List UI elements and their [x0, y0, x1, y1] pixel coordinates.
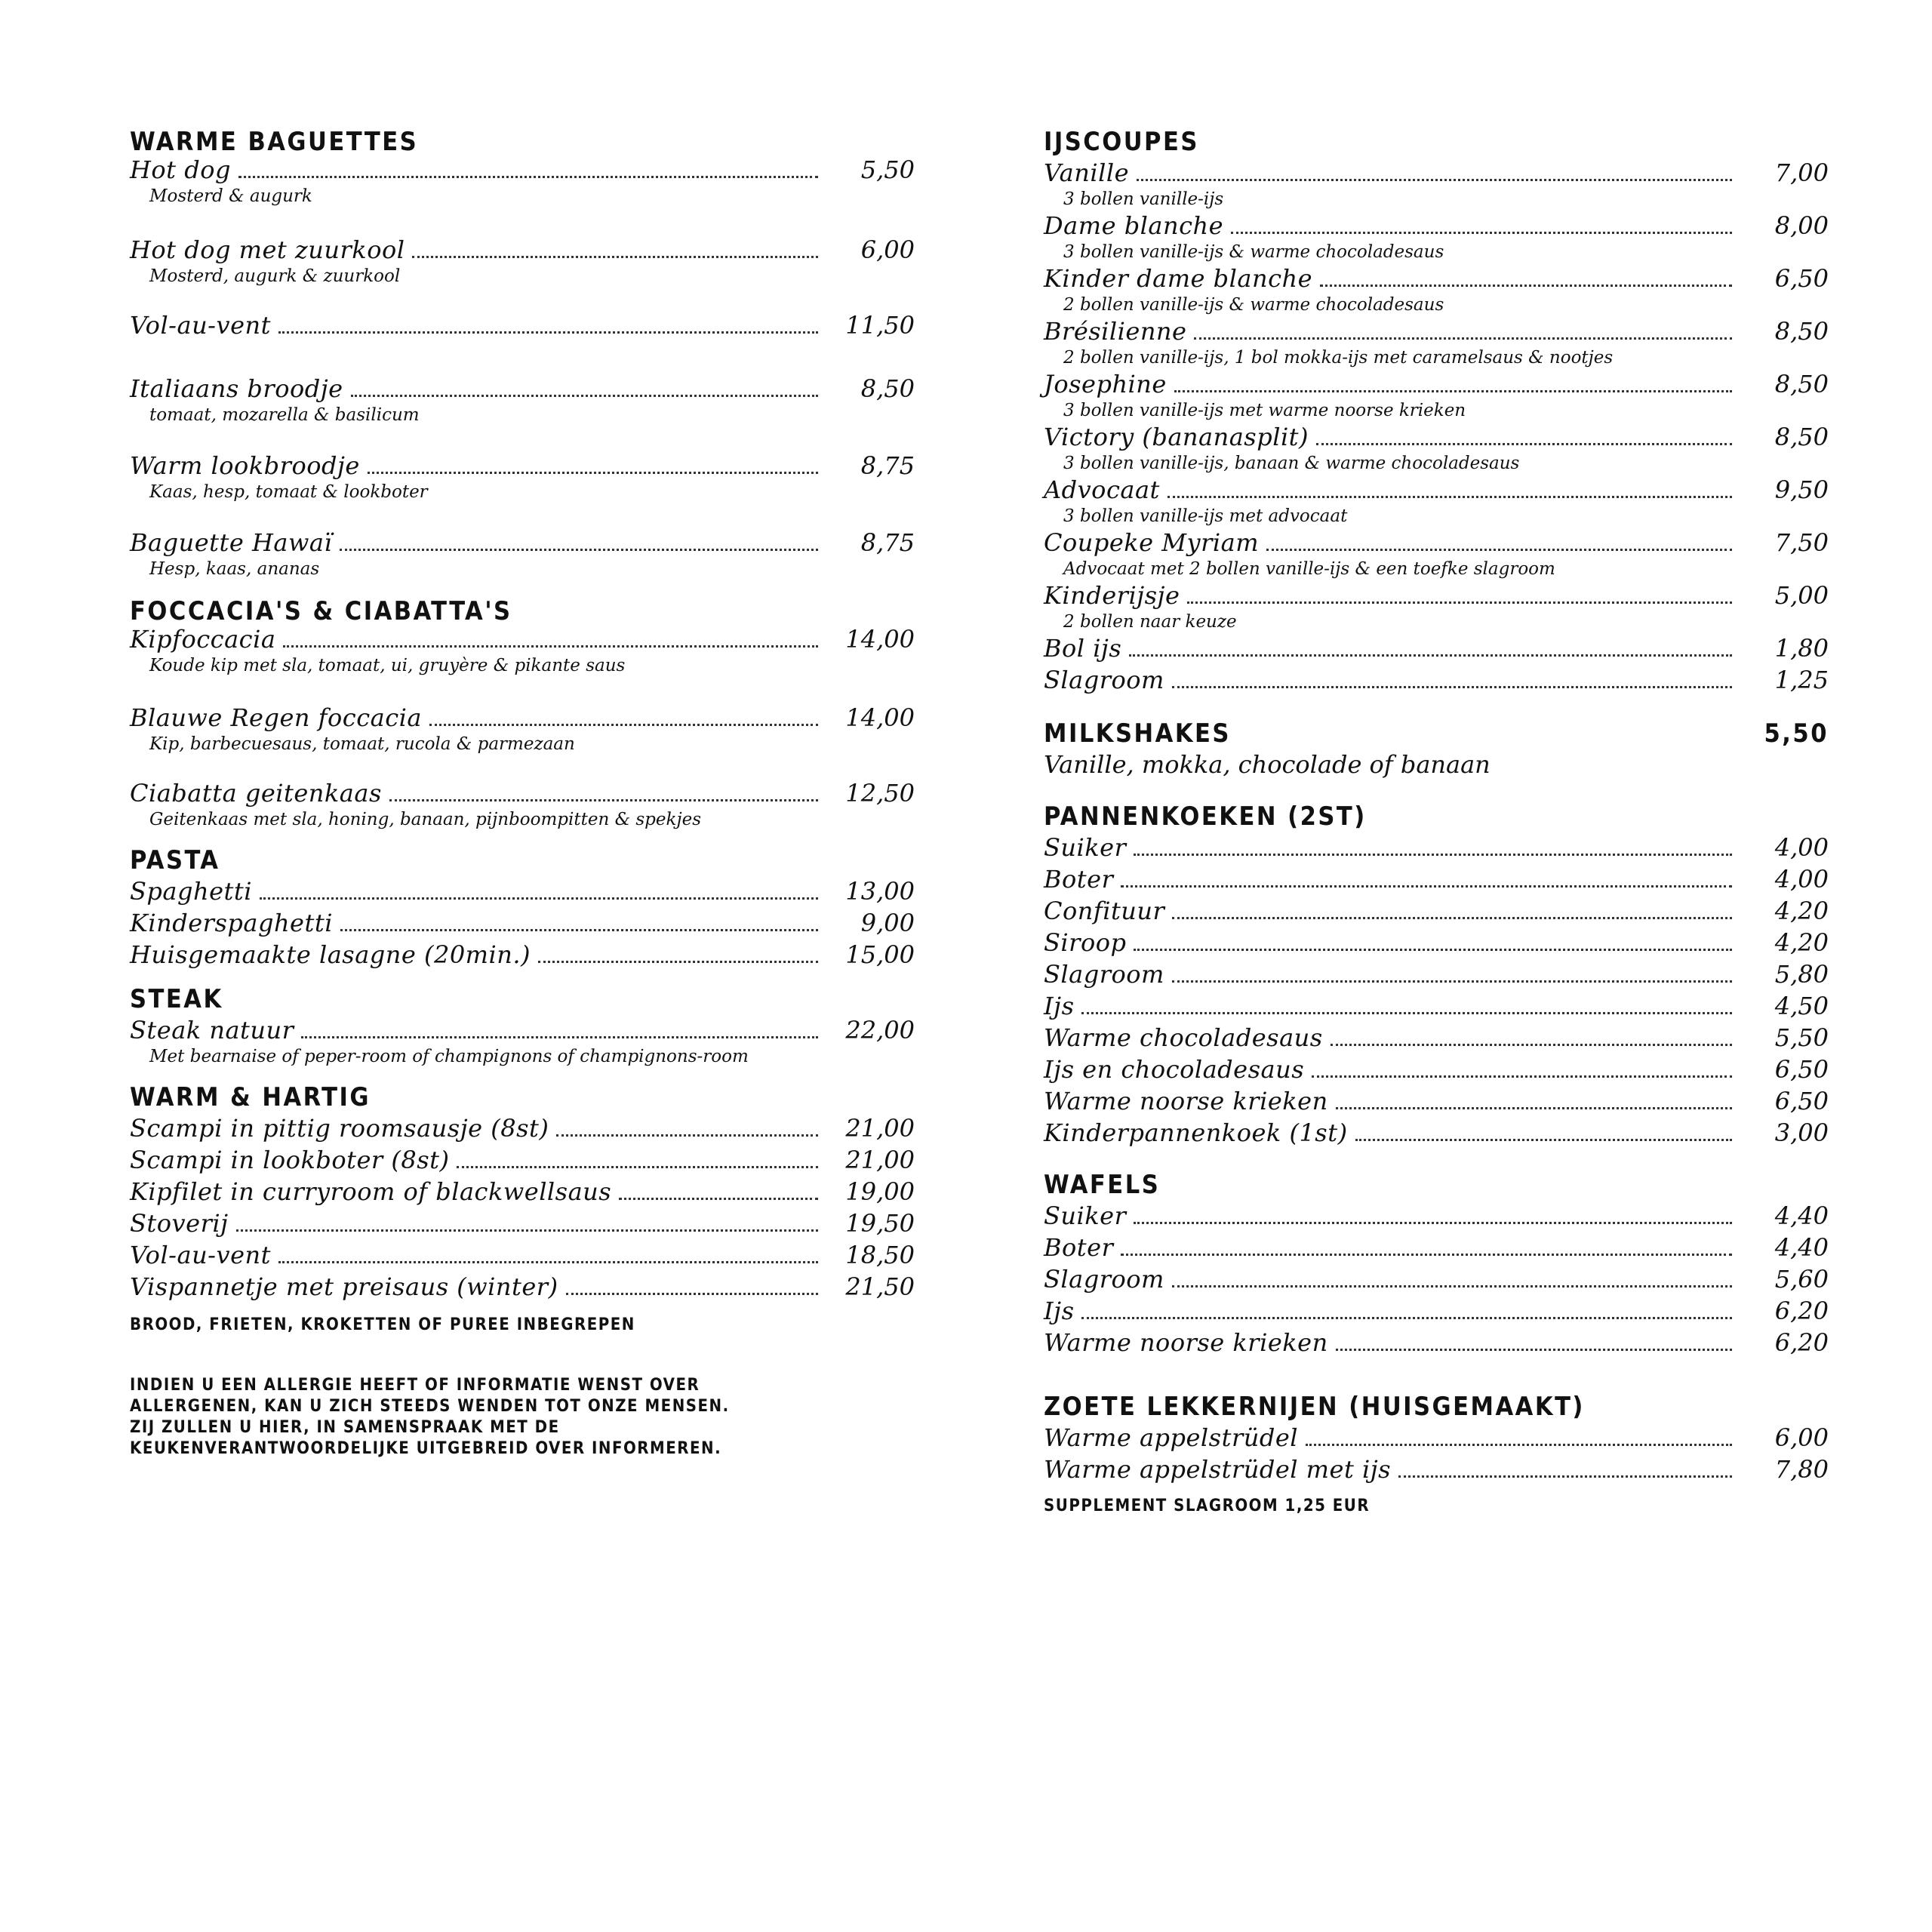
menu-item [1044, 832, 1829, 863]
menu-item [1044, 632, 1829, 664]
menu-item [1044, 1422, 1829, 1454]
included-note: BROOD, FRIETEN, KROKETTEN OF PUREE INBEGREPEN [130, 1315, 635, 1334]
dot-leader [1312, 1075, 1732, 1078]
item-price: 6,20 [1774, 1328, 1829, 1357]
dot-leader [368, 472, 818, 474]
section-title: IJSCOUPES [1044, 127, 1199, 157]
menu-item [1044, 1022, 1829, 1054]
item-price: 15,00 [845, 940, 915, 969]
section-warme-baguettes [130, 127, 915, 580]
menu-item [1044, 1232, 1829, 1263]
section-pasta [130, 845, 915, 971]
item-price: 4,00 [1774, 833, 1829, 862]
item-description: 3 bollen vanille-ijs met advocaat [1063, 506, 1348, 526]
menu-item [1044, 990, 1829, 1022]
menu-left-column [130, 127, 915, 1460]
item-price: 19,00 [845, 1177, 915, 1206]
dot-leader [1266, 549, 1732, 551]
menu-item [1044, 927, 1829, 958]
item-name: Vol-au-vent [130, 1241, 271, 1269]
menu-item [1044, 368, 1829, 400]
menu-right-column [1044, 127, 1829, 1517]
dot-leader [1134, 1222, 1732, 1224]
item-price: 1,25 [1774, 666, 1829, 694]
item-name: Kinderpannenkoek (1st) [1044, 1118, 1348, 1147]
dot-leader [278, 1261, 818, 1263]
item-price: 8,00 [1774, 211, 1829, 240]
item-description: Hesp, kaas, ananas [149, 559, 320, 579]
item-name: Slagroom [1044, 1265, 1164, 1294]
menu-item [1044, 1117, 1829, 1149]
item-description: 2 bollen naar keuze [1063, 612, 1237, 632]
menu-item [1044, 157, 1829, 189]
menu-item [130, 450, 915, 481]
menu-item [1044, 664, 1829, 696]
menu-item [130, 875, 915, 907]
item-name: Steak natuur [130, 1016, 294, 1044]
item-name: Vol-au-vent [130, 311, 271, 340]
menu-item [130, 234, 915, 266]
menu-item [130, 777, 915, 809]
dot-leader [1336, 1349, 1732, 1351]
item-price: 8,50 [1774, 423, 1829, 451]
dot-leader [389, 799, 818, 801]
item-description: 2 bollen vanille-ijs, 1 bol mokka-ijs met caramelsaus & nootjes [1063, 348, 1614, 368]
dot-leader [1121, 885, 1732, 888]
dot-leader [1172, 980, 1732, 983]
section-warm-hartig [130, 1082, 915, 1336]
item-price: 11,50 [845, 311, 915, 340]
allergy-line: ALLERGENEN, KAN U ZICH STEEDS WENDEN TOT ONZE MENSEN. [130, 1397, 730, 1416]
item-price: 9,00 [860, 909, 915, 937]
menu-item [1044, 315, 1829, 347]
item-price: 21,00 [845, 1114, 915, 1143]
milkshakes-price: 5,50 [1764, 718, 1829, 749]
dot-leader [556, 1134, 818, 1137]
menu-item [130, 1144, 915, 1176]
item-name: Kipfilet in curryroom of blackwellsaus [130, 1177, 612, 1206]
item-price: 4,40 [1774, 1201, 1829, 1230]
section-title: PASTA [130, 845, 220, 875]
allergy-line: INDIEN U EEN ALLERGIE HEEFT OF INFORMATIE WENST OVER [130, 1376, 700, 1395]
section-title: ZOETE LEKKERNIJEN (HUISGEMAAKT) [1044, 1392, 1585, 1422]
item-name: Kinder dame blanche [1044, 264, 1313, 293]
menu-item [130, 907, 915, 939]
dot-leader [538, 961, 818, 963]
item-name: Slagroom [1044, 666, 1164, 694]
allergy-notice [130, 1375, 915, 1460]
dot-leader [566, 1293, 818, 1295]
dot-leader [278, 331, 818, 334]
item-description: Mosterd & augurk [149, 186, 312, 206]
item-price: 8,75 [860, 451, 915, 480]
item-price: 6,50 [1774, 1087, 1829, 1115]
dot-leader [236, 1229, 818, 1232]
menu-item [130, 623, 915, 655]
item-description: Advocaat met 2 bollen vanille-ijs & een toefke slagroom [1063, 559, 1555, 579]
menu-item [1044, 863, 1829, 895]
menu-item [1044, 527, 1829, 558]
menu-item [1044, 895, 1829, 927]
item-name: Hot dog met zuurkool [130, 235, 405, 264]
item-price: 8,75 [860, 528, 915, 557]
item-name: Warm lookbroodje [130, 451, 360, 480]
dot-leader [1134, 949, 1732, 951]
dot-leader [1355, 1139, 1732, 1141]
dot-leader [351, 395, 818, 397]
item-name: Blauwe Regen foccacia [130, 703, 422, 732]
menu-item [130, 527, 915, 558]
dot-leader [1081, 1012, 1732, 1014]
dot-leader [1336, 1107, 1732, 1109]
item-price: 5,50 [1774, 1023, 1829, 1052]
item-description: Mosterd, augurk & zuurkool [149, 266, 401, 286]
menu-item [130, 1014, 915, 1046]
section-zoete-lekkernijen [1044, 1392, 1829, 1517]
menu-item [130, 1176, 915, 1208]
item-price: 8,50 [860, 374, 915, 403]
item-price: 5,80 [1774, 960, 1829, 989]
item-price: 8,50 [1774, 317, 1829, 346]
item-price: 13,00 [845, 877, 915, 906]
section-title: PANNENKOEKEN (2ST) [1044, 801, 1367, 832]
item-description: Kip, barbecuesaus, tomaat, rucola & parmezaan [149, 734, 575, 754]
item-name: Scampi in lookboter (8st) [130, 1146, 450, 1174]
section-title: FOCCACIA'S & CIABATTA'S [130, 596, 512, 626]
dot-leader [1194, 337, 1732, 340]
dot-leader [1331, 1044, 1732, 1046]
item-name: Kipfoccacia [130, 625, 276, 654]
dot-leader [1129, 654, 1732, 657]
item-name: Victory (bananasplit) [1044, 423, 1309, 451]
item-description: Koude kip met sla, tomaat, ui, gruyère & pikante saus [149, 656, 626, 675]
item-description: 3 bollen vanille-ijs & warme chocoladesaus [1063, 242, 1444, 262]
item-name: Bol ijs [1044, 634, 1122, 663]
menu-item [1044, 1085, 1829, 1117]
item-price: 14,00 [845, 703, 915, 732]
item-name: Vanille [1044, 158, 1129, 187]
menu-item [1044, 580, 1829, 611]
menu-item [1044, 958, 1829, 990]
menu-item [1044, 1327, 1829, 1358]
menu-item [1044, 1054, 1829, 1085]
allergy-line: KEUKENVERANTWOORDELIJKE UITGEBREID OVER INFORMEREN. [130, 1439, 722, 1458]
item-price: 4,50 [1774, 992, 1829, 1020]
item-price: 6,50 [1774, 264, 1829, 293]
section-title [1044, 718, 1829, 749]
item-price: 14,00 [845, 625, 915, 654]
item-price: 7,00 [1774, 158, 1829, 187]
item-name: Warme noorse krieken [1044, 1328, 1328, 1357]
item-name: Ijs [1044, 992, 1075, 1020]
milkshakes-title: MILKSHAKES [1044, 718, 1231, 749]
item-price: 22,00 [845, 1016, 915, 1044]
menu-item [1044, 210, 1829, 242]
dot-leader [283, 645, 818, 648]
item-name: Suiker [1044, 833, 1127, 862]
section-title: WARM & HARTIG [130, 1082, 371, 1112]
menu-item [130, 309, 915, 341]
dot-leader [1398, 1475, 1732, 1478]
item-name: Suiker [1044, 1201, 1127, 1230]
item-price: 7,50 [1774, 528, 1829, 557]
menu-item [1044, 1200, 1829, 1232]
item-name: Advocaat [1044, 475, 1160, 504]
dot-leader [1316, 443, 1732, 445]
item-description: Kaas, hesp, tomaat & lookboter [149, 482, 428, 502]
menu-item [1044, 1263, 1829, 1295]
item-description: 2 bollen vanille-ijs & warme chocoladesaus [1063, 295, 1444, 315]
item-name: Warme appelstrüdel [1044, 1423, 1298, 1452]
dot-leader [1081, 1317, 1732, 1319]
item-description: tomaat, mozarella & basilicum [149, 405, 420, 425]
menu-item [130, 373, 915, 405]
menu-item [1044, 474, 1829, 506]
item-name: Siroop [1044, 928, 1127, 957]
item-price: 5,50 [860, 155, 915, 184]
allergy-line: ZIJ ZULLEN U HIER, IN SAMENSPRAAK MET DE [130, 1418, 560, 1437]
item-name: Dame blanche [1044, 211, 1224, 240]
item-name: Warme chocoladesaus [1044, 1023, 1323, 1052]
menu-item [130, 939, 915, 971]
menu-item [130, 154, 915, 186]
item-price: 5,00 [1774, 581, 1829, 610]
item-name: Baguette Hawaï [130, 528, 333, 557]
item-price: 5,60 [1774, 1265, 1829, 1294]
dot-leader [1306, 1444, 1732, 1446]
dot-leader [1231, 232, 1732, 234]
item-price: 6,00 [860, 235, 915, 264]
item-name: Ciabatta geitenkaas [130, 779, 382, 808]
item-name: Vispannetje met preisaus (winter) [130, 1272, 558, 1301]
dot-leader [1134, 854, 1732, 856]
section-foccacias [130, 596, 915, 830]
item-name: Ijs [1044, 1297, 1075, 1325]
dot-leader [301, 1036, 818, 1038]
item-price: 1,80 [1774, 634, 1829, 663]
item-name: Slagroom [1044, 960, 1164, 989]
dot-leader [457, 1166, 818, 1168]
menu-item [1044, 263, 1829, 294]
item-price: 18,50 [845, 1241, 915, 1269]
section-milkshakes [1044, 718, 1829, 780]
dot-leader [412, 256, 818, 258]
item-name: Boter [1044, 865, 1114, 894]
item-price: 21,50 [845, 1272, 915, 1301]
item-description: 3 bollen vanille-ijs, banaan & warme chocoladesaus [1063, 454, 1520, 473]
section-title: STEAK [130, 984, 223, 1014]
dot-leader [619, 1198, 818, 1200]
item-name: Kinderijsje [1044, 581, 1180, 610]
milkshake-flavors: Vanille, mokka, chocolade of banaan [1044, 750, 1491, 779]
item-price: 21,00 [845, 1146, 915, 1174]
item-name: Ijs en chocoladesaus [1044, 1055, 1305, 1084]
menu-item [130, 1208, 915, 1239]
item-price: 4,20 [1774, 928, 1829, 957]
section-steak [130, 984, 915, 1067]
item-name: Coupeke Myriam [1044, 528, 1260, 557]
dot-leader [238, 176, 818, 178]
item-name: Boter [1044, 1233, 1114, 1262]
dot-leader [1121, 1254, 1732, 1256]
item-price: 9,50 [1774, 475, 1829, 504]
item-name: Hot dog [130, 155, 231, 184]
item-name: Confituur [1044, 897, 1165, 925]
dot-leader [1172, 917, 1732, 919]
item-description: 3 bollen vanille-ijs met warme noorse krieken [1063, 401, 1466, 420]
item-price: 4,20 [1774, 897, 1829, 925]
section-title: WARME BAGUETTES [130, 127, 419, 157]
dot-leader [1172, 1285, 1732, 1287]
item-name: Kinderspaghetti [130, 909, 333, 937]
menu-item [1044, 421, 1829, 453]
dot-leader [1168, 496, 1732, 498]
item-name: Josephine [1044, 370, 1167, 398]
menu-item [1044, 1295, 1829, 1327]
item-name: Huisgemaakte lasagne (20min.) [130, 940, 531, 969]
item-price: 12,50 [845, 779, 915, 808]
dot-leader [340, 549, 818, 551]
supplement-note: SUPPLEMENT SLAGROOM 1,25 EUR [1044, 1497, 1371, 1515]
section-wafels [1044, 1170, 1829, 1358]
section-title: WAFELS [1044, 1170, 1161, 1200]
item-price: 6,20 [1774, 1297, 1829, 1325]
item-price: 8,50 [1774, 370, 1829, 398]
dot-leader [260, 897, 818, 900]
item-price: 4,40 [1774, 1233, 1829, 1262]
item-price: 6,00 [1774, 1423, 1829, 1452]
dot-leader [1172, 686, 1732, 688]
item-name: Brésilienne [1044, 317, 1187, 346]
item-name: Warme appelstrüdel met ijs [1044, 1455, 1392, 1484]
menu-item [130, 1239, 915, 1271]
menu-item [130, 1112, 915, 1144]
item-description: Met bearnaise of peper-room of champignons of champignons-room [149, 1047, 749, 1066]
item-price: 3,00 [1774, 1118, 1829, 1147]
menu-item [130, 702, 915, 734]
item-name: Italiaans broodje [130, 374, 343, 403]
dot-leader [1187, 601, 1732, 604]
section-pannenkoeken [1044, 801, 1829, 1149]
item-price: 7,80 [1774, 1455, 1829, 1484]
item-name: Stoverij [130, 1209, 229, 1238]
item-name: Spaghetti [130, 877, 252, 906]
dot-leader [1174, 390, 1732, 392]
menu-item [130, 1271, 915, 1303]
menu-item [1044, 1454, 1829, 1485]
dot-leader [340, 929, 818, 931]
item-price: 4,00 [1774, 865, 1829, 894]
item-name: Warme noorse krieken [1044, 1087, 1328, 1115]
item-description: Geitenkaas met sla, honing, banaan, pijnboompitten & spekjes [149, 810, 702, 829]
dot-leader [429, 724, 818, 726]
item-price: 19,50 [845, 1209, 915, 1238]
item-name: Scampi in pittig roomsausje (8st) [130, 1114, 549, 1143]
item-price: 6,50 [1774, 1055, 1829, 1084]
dot-leader [1137, 179, 1732, 181]
section-ijscoupes [1044, 127, 1829, 696]
item-description: 3 bollen vanille-ijs [1063, 189, 1224, 209]
dot-leader [1320, 285, 1732, 287]
